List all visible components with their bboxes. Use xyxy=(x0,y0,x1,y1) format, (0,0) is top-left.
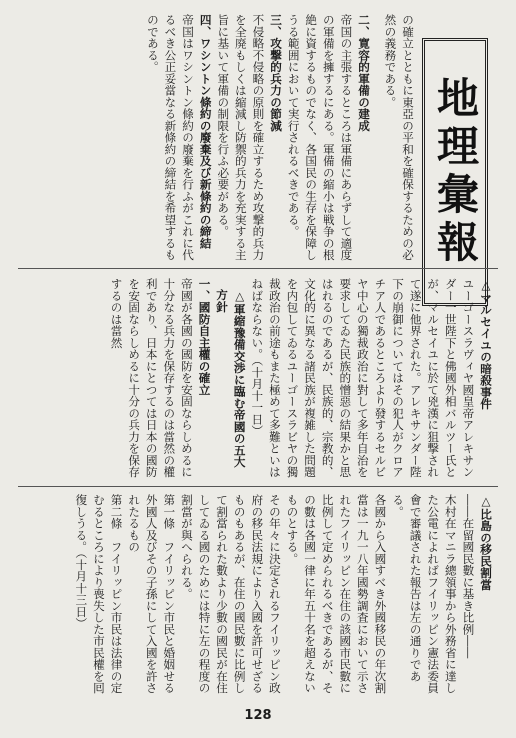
tier2-subheading: 一、國防自主權の確立 xyxy=(197,278,212,396)
tier1-paragraph: 帝国はワシントン條約の廢棄を行ふがこれに代るべき公正妥當なる新條約の締結を希望するものである。 xyxy=(145,14,196,261)
page-number: 128 xyxy=(244,708,272,723)
tier1-paragraph: 不侵略不侵略の原則を確立するため攻撃的兵力を全廃もしくは縮減し防禦的兵力を充実する主旨に基いて軍備の制限を行ふ必要がある。 xyxy=(216,14,266,261)
tier3-paragraph: 各國から入國すべき外國移民の年次割當は一九一八年國勢調査において示されたフイリッピン在住の該國市民數に比例して定められるべきであるが、その數は各國一律に年五十名を超えないものとする。 xyxy=(285,494,388,694)
tier2-heading: △マルセイユの暗殺事件 xyxy=(479,278,493,410)
tier3-paragraph: その年々に決定されるフイリッピン政府の移民法規により入國を許可せざるものもあるが、在住の國民數に比例して割當られた數より少數の國民が在住してゐる國のためには特に左の程度の割當が與へられる。 xyxy=(179,494,282,694)
tier1-body xyxy=(20,14,372,262)
tier2-heading: △軍縮豫備交渉に臨む帝國の五大方針 xyxy=(215,289,247,468)
tier2-paragraph: ユーゴースラヴィヤ國皇帝アレキサンダー一世陛下と佛國外相バルツー氏とが、マルセイユに於て兇漢に狙撃されて遂に他界された。アレキサンダー陛下の崩御についてはその犯人がクロアチア人であるところより發するセルビヤ中心の獨裁政治に對して多年自治を要求してゐた民族的憎惡の結果かと思はれるのであるが、民族的、宗教的、文化的に異なる諸民族が複雑した問題を内包してゐるユーゴースラビヤの獨裁政治の前途もまた極めて多難といはねばならない。（十月十一日） xyxy=(250,278,476,478)
tier1-heading-2: 二、寛容的軍備の建成 xyxy=(357,14,371,132)
tier1-right-column xyxy=(376,14,416,262)
section-title-box xyxy=(422,38,488,306)
tier2-paragraph: 帝國が各國の國防を安固ならしめるに十分なる兵力を保存するのは當然の權利であり、日本にとつては日本の國防を安固ならしめるに十分の兵力を保存するのは當然 xyxy=(109,278,194,478)
tier3-body xyxy=(20,494,494,700)
tier1-paragraph: 帝国の主張するところは軍備にあらずして適度の軍備を擁するにある。軍備の縮小は戦争の根絶に資するものでなく、各国民の生存を保障しうる範囲において実行されるべきである。 xyxy=(286,14,354,261)
tier2-body xyxy=(20,278,494,478)
tier3-heading: △比島の移民割當 xyxy=(479,494,493,591)
tier3-paragraph: 第一條 フイリッピン市民と婚姻せる外國人及びその子孫にして入國を許されたるもの xyxy=(127,494,177,694)
tier3-paragraph: 木村在マニラ總領事から外務省に達した公電によればフイリッピン憲法委員會で審議された報告は左の通りである。 xyxy=(391,494,458,694)
tier3-subheading: ――在留國民數に基き比例―― xyxy=(461,494,476,659)
tier-divider-2 xyxy=(18,486,498,487)
tier3-paragraph: 第二條 フイリッピン市民は法律の定むるところにより喪失した市民權を囘復しうる。（十月十三日） xyxy=(74,494,124,694)
tier1-heading-4: 四、ワシントン條約の廢棄及び新條約の締結 xyxy=(198,14,213,249)
section-title: 地理彙報 xyxy=(431,76,480,268)
tier-divider-1 xyxy=(18,268,498,269)
tier1-heading-3: 三、攻撃的兵力の節減 xyxy=(269,14,284,132)
tier1-right-tail: の確立とともに東亞の平和を確保するための必然の義務である。 xyxy=(383,14,415,261)
